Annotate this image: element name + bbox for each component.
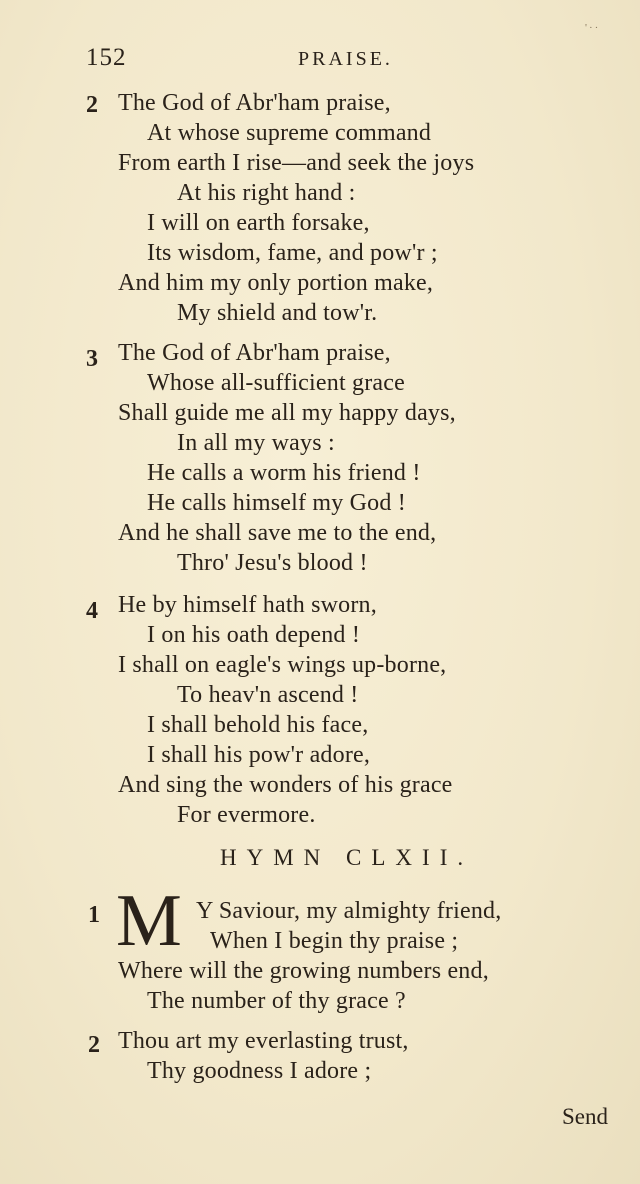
verse-line: And him my only portion make, (118, 270, 434, 296)
verse-line: Y Saviour, my almighty friend, (196, 898, 502, 924)
verse-line: Whose all-sufficient grace (147, 370, 405, 396)
verse-line: Thy goodness I adore ; (147, 1058, 372, 1084)
verse-line: The number of thy grace ? (147, 988, 406, 1014)
verse-number: 2 (86, 92, 98, 118)
verse-line: Thro' Jesu's blood ! (177, 550, 368, 576)
verse-line: He by himself hath sworn, (118, 592, 377, 618)
verse-number: 3 (86, 346, 98, 372)
verse-line: He calls himself my God ! (147, 490, 406, 516)
verse-line: I shall his pow'r adore, (147, 742, 371, 768)
verse-line: And sing the wonders of his grace (118, 772, 453, 798)
verse-line: At his right hand : (177, 180, 356, 206)
verse-number: 1 (88, 902, 100, 928)
verse-line: For evermore. (177, 802, 316, 828)
verse-line: In all my ways : (177, 430, 335, 456)
drop-cap: M (116, 880, 182, 962)
verse-number: 2 (88, 1032, 100, 1058)
verse-line: I shall behold his face, (147, 712, 369, 738)
verse-number: 4 (86, 598, 98, 624)
verse-line: The God of Abr'ham praise, (118, 90, 391, 116)
verse-line: When I begin thy praise ; (210, 928, 459, 954)
hymn-title: HYMN CLXII. (220, 845, 474, 870)
verse-line: I on his oath depend ! (147, 622, 361, 648)
verse-line: Its wisdom, fame, and pow'r ; (147, 240, 438, 266)
verse-line: My shield and tow'r. (177, 300, 378, 326)
corner-mark: '·· (585, 22, 601, 34)
verse-line: I will on earth forsake, (147, 210, 370, 236)
verse-line: To heav'n ascend ! (177, 682, 359, 708)
running-title: PRAISE. (298, 48, 393, 70)
verse-line: Shall guide me all my happy days, (118, 400, 456, 426)
catchword: Send (562, 1104, 608, 1129)
verse-line: I shall on eagle's wings up-borne, (118, 652, 447, 678)
verse-line: From earth I rise—and seek the joys (118, 150, 475, 176)
verse-line: Where will the growing numbers end, (118, 958, 489, 984)
verse-line: Thou art my everlasting trust, (118, 1028, 409, 1054)
verse-line: At whose supreme command (147, 120, 432, 146)
verse-line: The God of Abr'ham praise, (118, 340, 391, 366)
verse-line: He calls a worm his friend ! (147, 460, 421, 486)
page-number: 152 (86, 44, 127, 71)
verse-line: And he shall save me to the end, (118, 520, 437, 546)
